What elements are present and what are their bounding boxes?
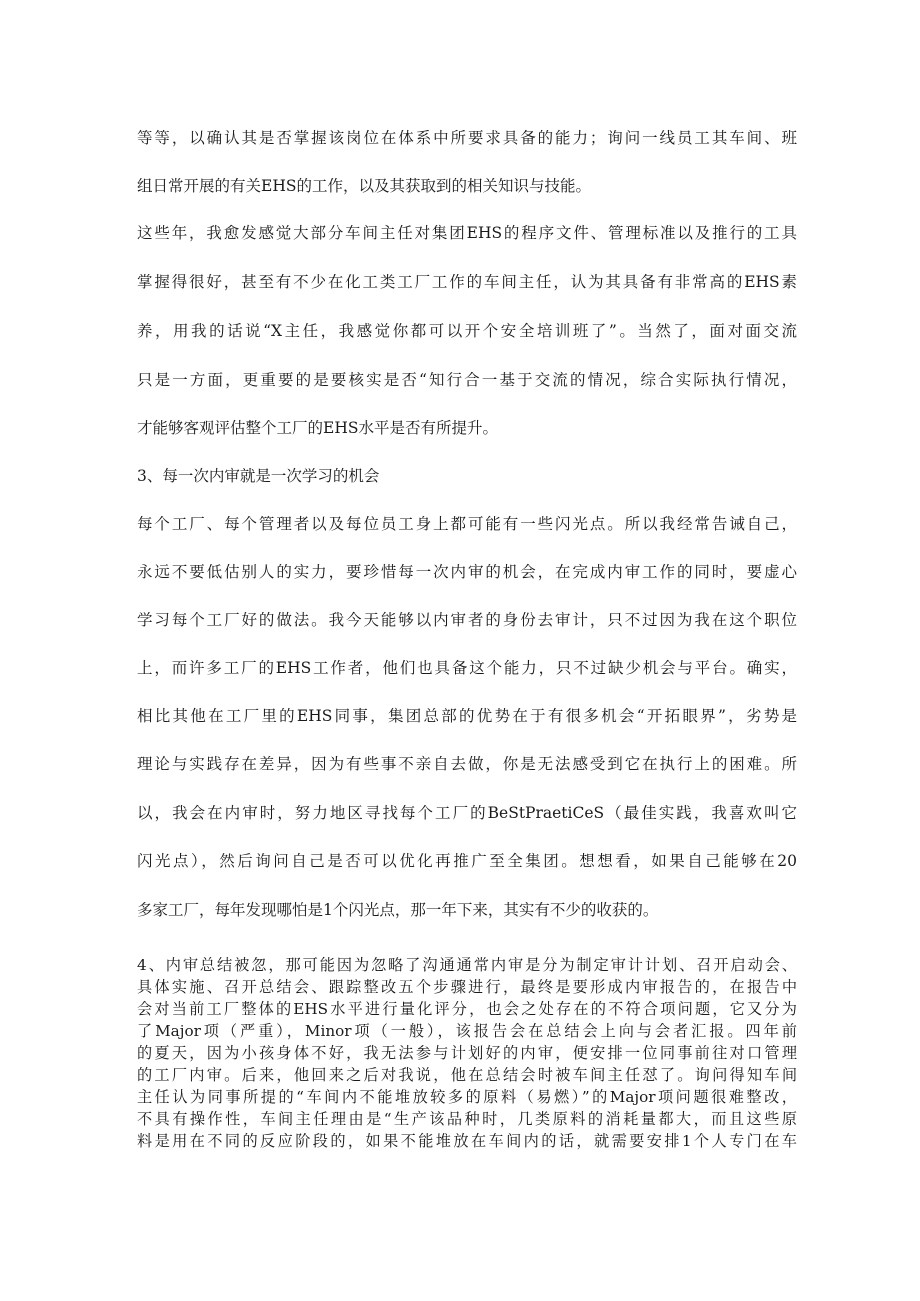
paragraph-line: 的工厂内审。后来，他回来之后对我说，他在总结会时被车间主任怼了。询问得知车间	[137, 1066, 797, 1084]
paragraph-line: 只是一方面，更重要的是要核实是否“知行合一基于交流的情况，综合实际执行情况，	[137, 371, 797, 389]
paragraph-line: 永远不要低估别人的实力，要珍惜每一次内审的机会，在完成内审工作的同时，要虚心	[137, 563, 797, 581]
paragraph-line: 以，我会在内审时，努力地区寻找每个工厂的BeStPraetiCeS（最佳实践，我喜欢叫它	[137, 804, 797, 822]
paragraph-line: 等等，以确认其是否掌握该岗位在体系中所要求具备的能力；询问一线员工其车间、班	[137, 129, 797, 147]
paragraph-line: 理论与实践存在差异，因为有些事不亲自去做，你是无法感受到它在执行上的困难。所	[137, 755, 797, 773]
section-heading: 3、每一次内审就是一次学习的机会	[137, 467, 380, 485]
paragraph-line: 才能够客观评估整个工厂的EHS水平是否有所提升。	[137, 419, 498, 437]
paragraph-line: 这些年，我愈发感觉大部分车间主任对集团EHS的程序文件、管理标准以及推行的工具	[137, 224, 797, 242]
paragraph-line: 多家工厂，每年发现哪怕是1个闪光点，那一年下来，其实有不少的收获的。	[137, 901, 659, 919]
paragraph-line: 具体实施、召开总结会、跟踪整改五个步骤进行，最终是要形成内审报告的，在报告中	[137, 978, 797, 996]
paragraph-line: 不具有操作性，车间主任理由是“生产该品种时，几类原料的消耗量都大，而且这些原	[137, 1110, 797, 1128]
paragraph-line: 的夏天，因为小孩身体不好，我无法参与计划好的内审，便安排一位同事前往对口管理	[137, 1044, 797, 1062]
paragraph-line: 养，用我的话说“X主任，我感觉你都可以开个安全培训班了”。当然了，面对面交流	[137, 322, 797, 340]
paragraph-line: 组日常开展的有关EHS的工作，以及其获取到的相关知识与技能。	[137, 177, 591, 195]
paragraph-line: 每个工厂、每个管理者以及每位员工身上都可能有一些闪光点。所以我经常告诫自己，	[137, 515, 797, 533]
paragraph-line: 主任认为同事所提的“车间内不能堆放较多的原料（易燃）”的Major项问题很难整改，	[137, 1088, 797, 1106]
paragraph-line: 料是用在不同的反应阶段的，如果不能堆放在车间内的话，就需要安排1个人专门在车	[137, 1132, 797, 1150]
paragraph-line: 了Major项（严重），Minor项（一般），该报告会在总结会上向与会者汇报。四年前	[137, 1022, 797, 1040]
paragraph-line: 相比其他在工厂里的EHS同事，集团总部的优势在于有很多机会“开拓眼界”，劣势是	[137, 707, 797, 725]
paragraph-line: 掌握得很好，甚至有不少在化工类工厂工作的车间主任，认为其具备有非常高的EHS素	[137, 273, 797, 291]
paragraph-line: 4、内审总结被忽，那可能因为忽略了沟通通常内审是分为制定审计计划、召开启动会、	[137, 956, 797, 974]
paragraph-line: 上，而许多工厂的EHS工作者，他们也具备这个能力，只不过缺少机会与平台。确实，	[137, 659, 797, 677]
paragraph-line: 闪光点），然后询问自己是否可以优化再推广至全集团。想想看，如果自己能够在20	[137, 852, 797, 870]
paragraph-line: 会对当前工厂整体的EHS水平进行量化评分，也会之处存在的不符合项问题，它又分为	[137, 1000, 797, 1018]
paragraph-line: 学习每个工厂好的做法。我今天能够以内审者的身份去审计，只不过因为我在这个职位	[137, 611, 797, 629]
